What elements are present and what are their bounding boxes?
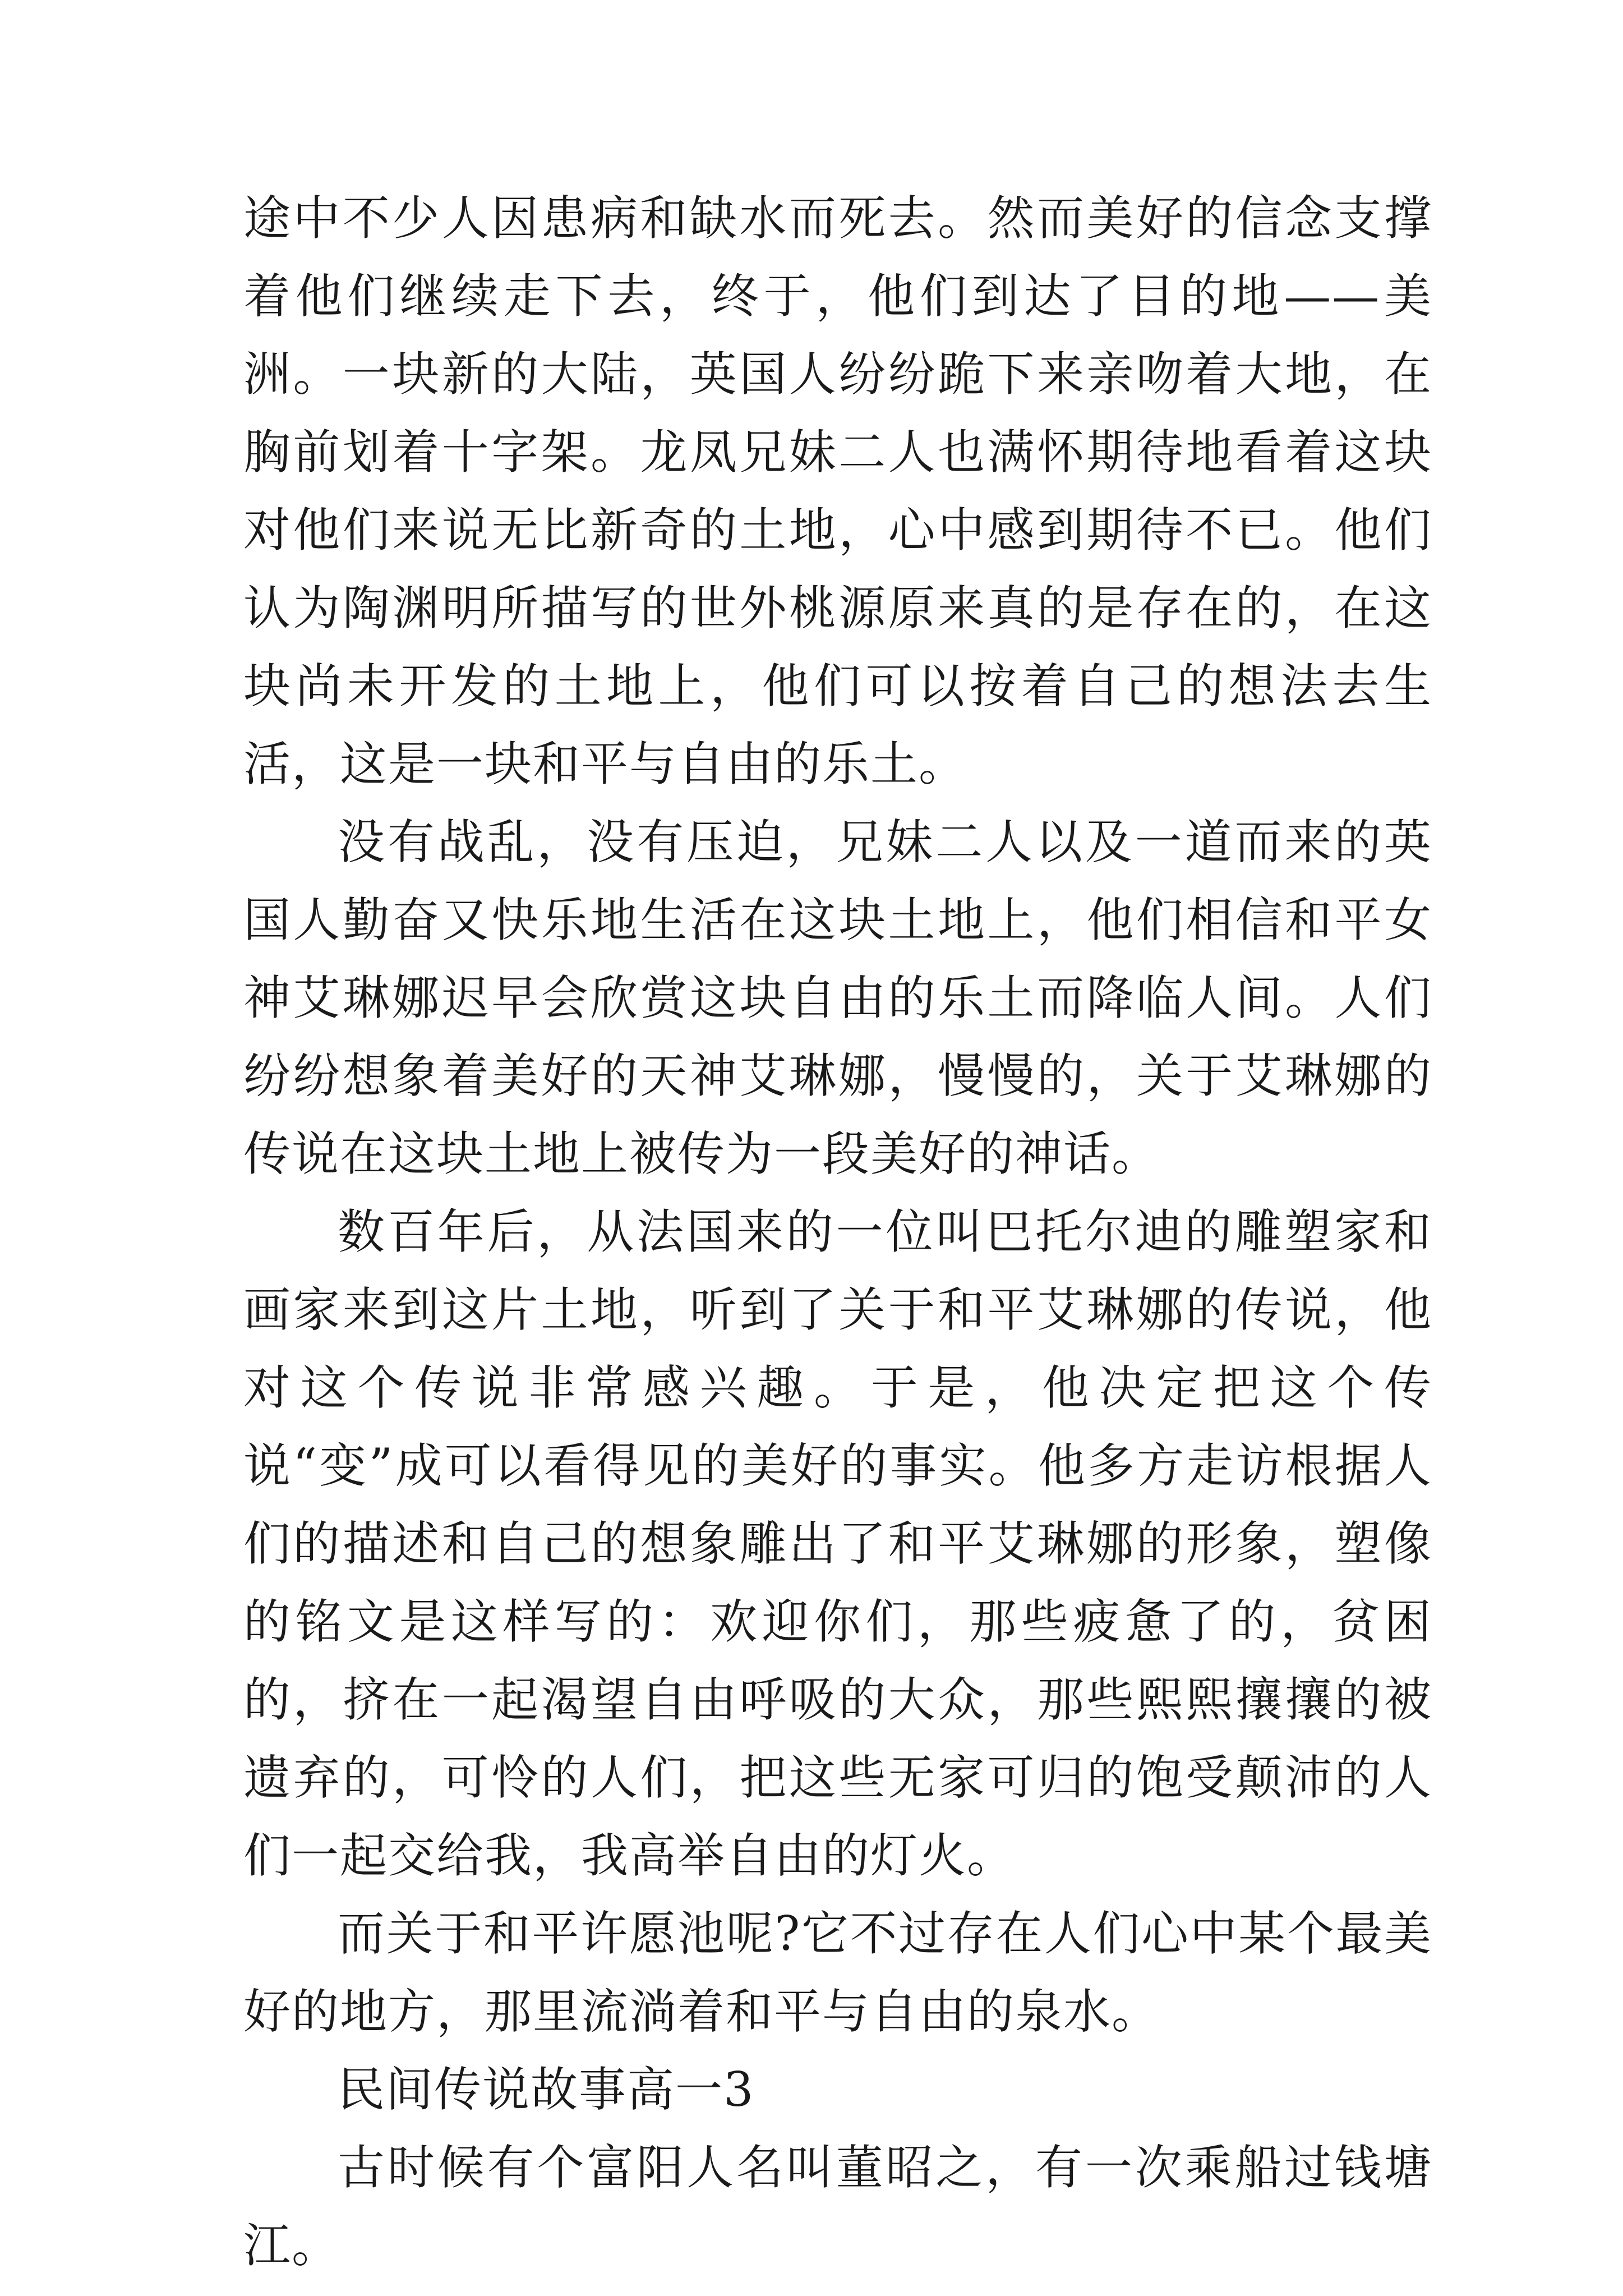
section-heading: 民间传说故事高一3: [338, 2062, 755, 2117]
paragraph-4: 而关于和平许愿池呢?它不过存在人们心中某个最美好的地方，那里流淌着和平与自由的泉水。: [243, 1906, 1432, 2039]
body-text: [243, 180, 1432, 2285]
paragraph-5: 古时候有个富阳人名叫董昭之，有一次乘船过钱塘江。: [243, 2140, 1432, 2273]
paragraph-1: 途中不少人因患病和缺水而死去。然而美好的信念支撑着他们继续走下去，终于，他们到达了目的地——美洲。一块新的大陆，英国人纷纷跪下来亲吻着大地，在胸前划着十字架。龙凤兄妹二人也满怀期待地看着这块对他们来说无比新奇的土地，心中感到期待不已。他们认为陶渊明所描写的世外桃源原来真的是存在的，在这块尚未开发的土地上，他们可以按着自己的想法去生活，这是一块和平与自由的乐土。: [243, 191, 1432, 792]
paragraph-3: 数百年后，从法国来的一位叫巴托尔迪的雕塑家和画家来到这片土地，听到了关于和平艾琳娜的传说，他对这个传说非常感兴趣。于是，他决定把这个传说“变”成可以看得见的美好的事实。他多方走访根据人们的描述和自己的想象雕出了和平艾琳娜的形象，塑像的铭文是这样写的：欢迎你们，那些疲惫了的，贫困的，挤在一起渴望自由呼吸的大众，那些熙熙攘攘的被遗弃的，可怜的人们，把这些无家可归的饱受颠沛的人们一起交给我，我高举自由的灯火。: [243, 1204, 1432, 1883]
paragraph-2: 没有战乱，没有压迫，兄妹二人以及一道而来的英国人勤奋又快乐地生活在这块土地上，他们相信和平女神艾琳娜迟早会欣赏这块自由的乐土而降临人间。人们纷纷想象着美好的天神艾琳娜，慢慢的，关于艾琳娜的传说在这块土地上被传为一段美好的神话。: [243, 815, 1432, 1181]
